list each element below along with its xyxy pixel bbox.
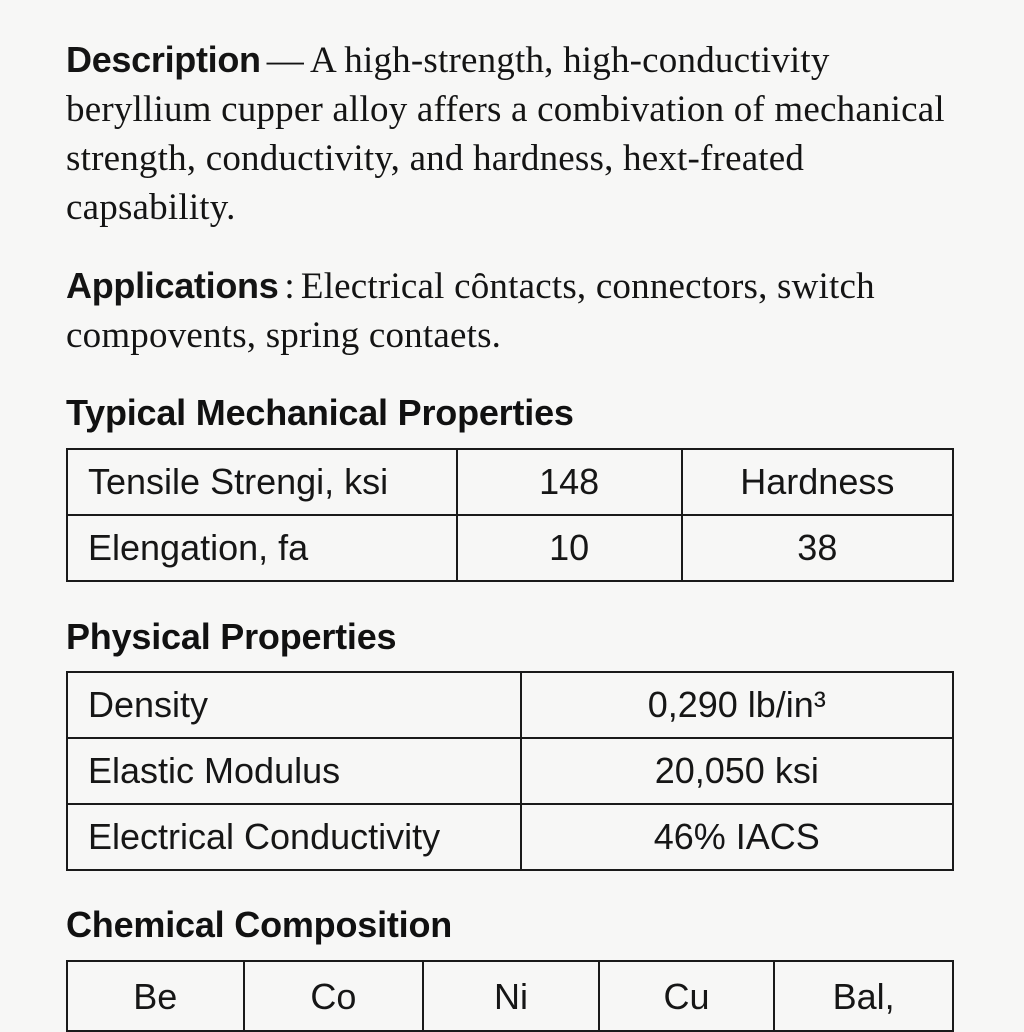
table-cell: Elengation, fa bbox=[67, 515, 457, 581]
physical-properties-table bbox=[66, 671, 954, 871]
table-row bbox=[67, 738, 953, 804]
physical-properties-heading: Physical Properties bbox=[66, 616, 397, 657]
chemical-composition-heading: Chemical Composition bbox=[66, 904, 453, 945]
table-header-cell: Ni bbox=[423, 961, 599, 1031]
description-text: A high-strength, high-conductivity beryllium cupper alloy affers a combivation of mechanical strength, conductivity, and hardness, hext-freated capsability. bbox=[66, 40, 945, 228]
table-row bbox=[67, 449, 953, 515]
table-cell: Electrical Conductivity bbox=[67, 804, 521, 870]
table-cell: Hardness bbox=[682, 449, 953, 515]
table-row bbox=[67, 672, 953, 738]
description-label: Description bbox=[66, 39, 261, 80]
table-cell: 38 bbox=[682, 515, 953, 581]
table-header-cell: Cu bbox=[599, 961, 775, 1031]
table-cell: Density bbox=[67, 672, 521, 738]
applications-text: Electrical cȏntacts, connectors, switch compovents, spring contaets. bbox=[66, 266, 875, 356]
table-cell: 0,290 lb/in³ bbox=[521, 672, 953, 738]
description-separator: — bbox=[266, 40, 304, 81]
applications-paragraph bbox=[66, 262, 946, 361]
table-cell: Elastic Modulus bbox=[67, 738, 521, 804]
table-header-cell: Bal, bbox=[774, 961, 953, 1031]
table-header-cell: Co bbox=[244, 961, 424, 1031]
mechanical-properties-table bbox=[66, 448, 954, 582]
applications-label: Applications bbox=[66, 265, 279, 306]
table-cell: 20,050 ksi bbox=[521, 738, 953, 804]
table-header-cell: Be bbox=[67, 961, 244, 1031]
table-cell: 10 bbox=[457, 515, 682, 581]
description-paragraph bbox=[66, 36, 946, 233]
table-row bbox=[67, 804, 953, 870]
table-row bbox=[67, 515, 953, 581]
table-cell: 148 bbox=[457, 449, 682, 515]
mechanical-properties-heading: Typical Mechanical Properties bbox=[66, 392, 574, 433]
table-cell: Tensile Strengi, ksi bbox=[67, 449, 457, 515]
table-row bbox=[67, 961, 953, 1031]
applications-separator: : bbox=[284, 266, 295, 307]
table-cell: 46% IACS bbox=[521, 804, 953, 870]
chemical-composition-table bbox=[66, 960, 954, 1032]
